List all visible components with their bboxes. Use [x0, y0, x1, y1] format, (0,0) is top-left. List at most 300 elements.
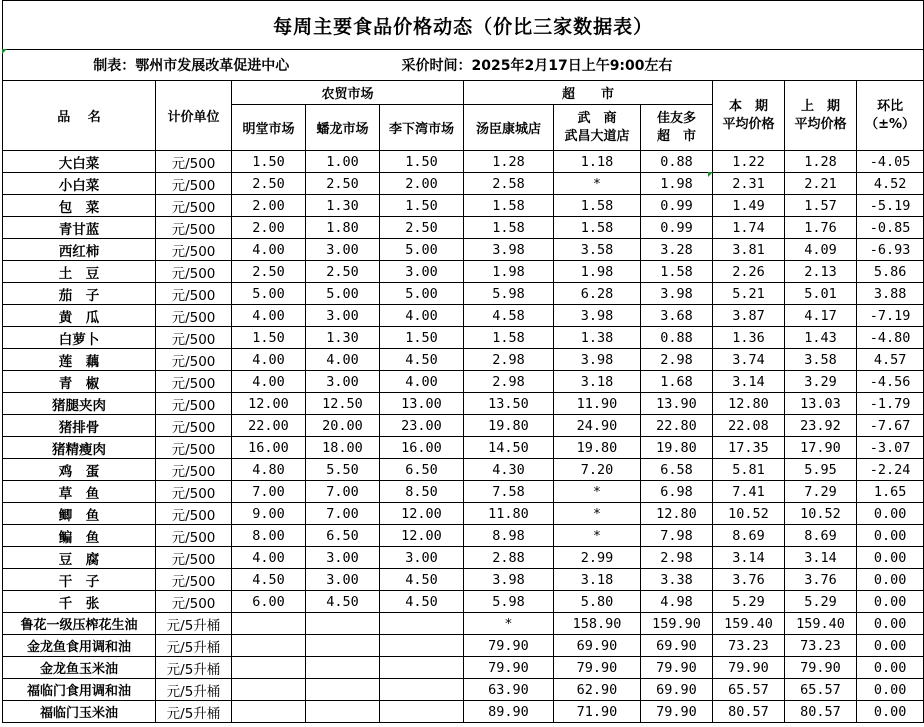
jiayouduo-price: 159.90 [641, 613, 713, 635]
jiayouduo-price: 79.90 [641, 657, 713, 679]
mingtang-price: 5.00 [232, 283, 306, 305]
previous-avg: 80.57 [785, 701, 857, 723]
table-row [3, 701, 924, 723]
change-pct: -4.80 [857, 327, 924, 349]
tangchen-price: 1.28 [464, 151, 554, 173]
panlong-price: 7.00 [306, 503, 380, 525]
lixiawan-price [380, 635, 464, 657]
tangchen-price: 5.98 [464, 283, 554, 305]
wushang-price: 3.98 [554, 305, 641, 327]
lixiawan-price: 2.50 [380, 217, 464, 239]
current-avg: 10.52 [713, 503, 785, 525]
mingtang-price: 2.50 [232, 173, 306, 195]
current-avg: 3.74 [713, 349, 785, 371]
lixiawan-price: 1.50 [380, 327, 464, 349]
jiayouduo-price: 3.68 [641, 305, 713, 327]
panlong-price: 1.30 [306, 195, 380, 217]
wushang-price: 1.98 [554, 261, 641, 283]
jiayouduo-price: 69.90 [641, 635, 713, 657]
lixiawan-price: 5.00 [380, 239, 464, 261]
previous-avg: 23.92 [785, 415, 857, 437]
product-name: 金龙鱼食用调和油 [3, 635, 156, 657]
mingtang-price: 1.50 [232, 151, 306, 173]
unit-cell: 元/500 [156, 151, 232, 173]
header-change: 环比 （±%） [857, 81, 924, 151]
previous-avg: 5.95 [785, 459, 857, 481]
panlong-price: 5.50 [306, 459, 380, 481]
lixiawan-price: 6.50 [380, 459, 464, 481]
change-pct: 4.52 [857, 173, 924, 195]
current-avg: 5.21 [713, 283, 785, 305]
product-name: 草 鱼 [3, 481, 156, 503]
header-wushang: 武 商 武昌大道店 [554, 105, 641, 151]
wushang-price: 69.90 [554, 635, 641, 657]
panlong-price: 18.00 [306, 437, 380, 459]
table-row [3, 437, 924, 459]
current-avg: 80.57 [713, 701, 785, 723]
lixiawan-price [380, 701, 464, 723]
maker-label: 制表：鄂州市发展改革促进中心 [3, 50, 380, 81]
jiayouduo-price: 0.88 [641, 327, 713, 349]
wushang-price: * [554, 173, 641, 195]
panlong-price [306, 679, 380, 701]
previous-avg: 4.17 [785, 305, 857, 327]
jiayouduo-price: 79.90 [641, 701, 713, 723]
change-pct: 0.00 [857, 591, 924, 613]
tangchen-price: 2.58 [464, 173, 554, 195]
panlong-price: 3.00 [306, 569, 380, 591]
previous-avg: 3.29 [785, 371, 857, 393]
lixiawan-price: 13.00 [380, 393, 464, 415]
previous-avg: 79.90 [785, 657, 857, 679]
panlong-price: 4.00 [306, 349, 380, 371]
jiayouduo-price: 3.38 [641, 569, 713, 591]
table-row [3, 349, 924, 371]
wushang-price: 3.18 [554, 371, 641, 393]
wushang-price: 1.58 [554, 195, 641, 217]
header-jiayouduo: 佳友多 超 市 [641, 105, 713, 151]
panlong-price: 1.30 [306, 327, 380, 349]
header-unit: 计价单位 [156, 81, 232, 151]
header-product: 品 名 [3, 81, 156, 151]
unit-cell: 元/500 [156, 349, 232, 371]
unit-cell: 元/5升桶 [156, 679, 232, 701]
lixiawan-price: 4.50 [380, 569, 464, 591]
wushang-price: 1.38 [554, 327, 641, 349]
mingtang-price: 2.50 [232, 261, 306, 283]
current-avg: 3.81 [713, 239, 785, 261]
page-title: 每周主要食品价格动态（价比三家数据表） [3, 1, 924, 50]
table-row [3, 459, 924, 481]
tangchen-price: 1.58 [464, 195, 554, 217]
previous-avg: 3.14 [785, 547, 857, 569]
mingtang-price: 8.00 [232, 525, 306, 547]
mingtang-price: 4.00 [232, 371, 306, 393]
table-row [3, 261, 924, 283]
previous-avg: 73.23 [785, 635, 857, 657]
previous-avg: 17.90 [785, 437, 857, 459]
table-row [3, 151, 924, 173]
tangchen-price: 19.80 [464, 415, 554, 437]
panlong-price [306, 701, 380, 723]
current-avg: 8.69 [713, 525, 785, 547]
note-marker-icon [2, 49, 7, 54]
tangchen-price: 79.90 [464, 657, 554, 679]
mingtang-price: 4.00 [232, 547, 306, 569]
mingtang-price [232, 679, 306, 701]
product-name: 小白菜 [3, 173, 156, 195]
table-row [3, 547, 924, 569]
unit-cell: 元/500 [156, 459, 232, 481]
unit-cell: 元/500 [156, 371, 232, 393]
table-row [3, 591, 924, 613]
mingtang-price: 4.80 [232, 459, 306, 481]
previous-avg: 1.43 [785, 327, 857, 349]
unit-cell: 元/500 [156, 547, 232, 569]
tangchen-price: * [464, 613, 554, 635]
unit-cell: 元/500 [156, 591, 232, 613]
mingtang-price [232, 657, 306, 679]
header-previous-avg: 上 期 平均价格 [785, 81, 857, 151]
change-pct: 0.00 [857, 613, 924, 635]
panlong-price: 20.00 [306, 415, 380, 437]
panlong-price: 5.00 [306, 283, 380, 305]
mingtang-price: 4.00 [232, 239, 306, 261]
panlong-price: 12.50 [306, 393, 380, 415]
lixiawan-price: 4.00 [380, 305, 464, 327]
previous-avg: 2.13 [785, 261, 857, 283]
lixiawan-price: 23.00 [380, 415, 464, 437]
tangchen-price: 1.98 [464, 261, 554, 283]
table-row [3, 613, 924, 635]
previous-avg: 1.76 [785, 217, 857, 239]
unit-cell: 元/500 [156, 305, 232, 327]
change-pct: 0.00 [857, 547, 924, 569]
lixiawan-price: 16.00 [380, 437, 464, 459]
wushang-price: 1.18 [554, 151, 641, 173]
lixiawan-price: 3.00 [380, 547, 464, 569]
change-pct: -3.07 [857, 437, 924, 459]
panlong-price: 2.50 [306, 261, 380, 283]
wushang-price: * [554, 525, 641, 547]
previous-avg: 8.69 [785, 525, 857, 547]
change-pct: 1.65 [857, 481, 924, 503]
unit-cell: 元/500 [156, 261, 232, 283]
panlong-price [306, 635, 380, 657]
mingtang-price: 16.00 [232, 437, 306, 459]
header-tangchen: 汤臣康城店 [464, 105, 554, 151]
change-pct: -5.19 [857, 195, 924, 217]
panlong-price [306, 613, 380, 635]
jiayouduo-price: 7.98 [641, 525, 713, 547]
product-name: 豆 腐 [3, 547, 156, 569]
previous-avg: 5.29 [785, 591, 857, 613]
current-avg: 2.26 [713, 261, 785, 283]
product-name: 青甘蓝 [3, 217, 156, 239]
current-avg: 5.29 [713, 591, 785, 613]
current-avg: 3.14 [713, 547, 785, 569]
current-avg: 3.87 [713, 305, 785, 327]
wushang-price: 24.90 [554, 415, 641, 437]
product-name: 鳊 鱼 [3, 525, 156, 547]
jiayouduo-price: 1.68 [641, 371, 713, 393]
wushang-price: * [554, 481, 641, 503]
previous-avg: 1.57 [785, 195, 857, 217]
lixiawan-price: 4.50 [380, 349, 464, 371]
change-pct: 0.00 [857, 525, 924, 547]
header-lixiawan: 李下湾市场 [380, 105, 464, 151]
jiayouduo-price: 4.98 [641, 591, 713, 613]
mingtang-price: 9.00 [232, 503, 306, 525]
current-avg: 3.76 [713, 569, 785, 591]
mingtang-price: 4.50 [232, 569, 306, 591]
tangchen-price: 11.80 [464, 503, 554, 525]
unit-cell: 元/500 [156, 437, 232, 459]
change-pct: 0.00 [857, 569, 924, 591]
wushang-price: 158.90 [554, 613, 641, 635]
table-row [3, 371, 924, 393]
table-row [3, 217, 924, 239]
mingtang-price: 4.00 [232, 305, 306, 327]
tangchen-price: 14.50 [464, 437, 554, 459]
current-avg: 2.31 [713, 173, 785, 195]
header-panlong: 蟠龙市场 [306, 105, 380, 151]
table-row [3, 635, 924, 657]
panlong-price: 1.00 [306, 151, 380, 173]
unit-cell: 元/500 [156, 217, 232, 239]
change-pct: 4.57 [857, 349, 924, 371]
previous-avg: 10.52 [785, 503, 857, 525]
product-name: 青 椒 [3, 371, 156, 393]
tangchen-price: 1.58 [464, 217, 554, 239]
product-name: 土 豆 [3, 261, 156, 283]
panlong-price: 6.50 [306, 525, 380, 547]
current-avg: 5.81 [713, 459, 785, 481]
jiayouduo-price: 12.80 [641, 503, 713, 525]
lixiawan-price: 1.50 [380, 151, 464, 173]
table-row [3, 195, 924, 217]
product-name: 金龙鱼玉米油 [3, 657, 156, 679]
wushang-price: 71.90 [554, 701, 641, 723]
change-pct: 5.86 [857, 261, 924, 283]
tangchen-price: 2.98 [464, 371, 554, 393]
previous-avg: 1.28 [785, 151, 857, 173]
header-mingtang: 明堂市场 [232, 105, 306, 151]
change-pct: -6.93 [857, 239, 924, 261]
lixiawan-price: 1.50 [380, 195, 464, 217]
mingtang-price [232, 701, 306, 723]
previous-avg: 65.57 [785, 679, 857, 701]
table-row [3, 415, 924, 437]
wushang-price: 19.80 [554, 437, 641, 459]
mingtang-price: 1.50 [232, 327, 306, 349]
lixiawan-price [380, 657, 464, 679]
tangchen-price: 63.90 [464, 679, 554, 701]
product-name: 鸡 蛋 [3, 459, 156, 481]
header-supermarket: 超 市 [464, 81, 713, 105]
previous-avg: 7.29 [785, 481, 857, 503]
unit-cell: 元/500 [156, 481, 232, 503]
panlong-price [306, 657, 380, 679]
product-name: 大白菜 [3, 151, 156, 173]
jiayouduo-price: 0.99 [641, 195, 713, 217]
tangchen-price: 13.50 [464, 393, 554, 415]
unit-cell: 元/500 [156, 525, 232, 547]
product-name: 鲁花一级压榨花生油 [3, 613, 156, 635]
previous-avg: 4.09 [785, 239, 857, 261]
table-row [3, 481, 924, 503]
mingtang-price: 2.00 [232, 217, 306, 239]
unit-cell: 元/5升桶 [156, 657, 232, 679]
jiayouduo-price: 1.58 [641, 261, 713, 283]
current-avg: 12.80 [713, 393, 785, 415]
table-row [3, 503, 924, 525]
header-current-avg: 本 期 平均价格 [713, 81, 785, 151]
mingtang-price: 22.00 [232, 415, 306, 437]
change-pct: 3.88 [857, 283, 924, 305]
mingtang-price: 7.00 [232, 481, 306, 503]
jiayouduo-price: 0.88 [641, 151, 713, 173]
wushang-price: * [554, 503, 641, 525]
current-avg: 1.74 [713, 217, 785, 239]
wushang-price: 3.98 [554, 349, 641, 371]
previous-avg: 3.58 [785, 349, 857, 371]
lixiawan-price: 2.00 [380, 173, 464, 195]
product-name: 干 子 [3, 569, 156, 591]
lixiawan-price: 8.50 [380, 481, 464, 503]
lixiawan-price: 4.50 [380, 591, 464, 613]
mingtang-price: 6.00 [232, 591, 306, 613]
jiayouduo-price: 6.98 [641, 481, 713, 503]
table-row [3, 393, 924, 415]
current-avg: 1.49 [713, 195, 785, 217]
panlong-price: 3.00 [306, 547, 380, 569]
wushang-price: 7.20 [554, 459, 641, 481]
product-name: 黄 瓜 [3, 305, 156, 327]
previous-avg: 13.03 [785, 393, 857, 415]
tangchen-price: 7.58 [464, 481, 554, 503]
wushang-price: 5.80 [554, 591, 641, 613]
unit-cell: 元/500 [156, 239, 232, 261]
product-name: 福临门食用调和油 [3, 679, 156, 701]
table-row [3, 569, 924, 591]
tangchen-price: 3.98 [464, 239, 554, 261]
table-row [3, 525, 924, 547]
jiayouduo-price: 2.98 [641, 349, 713, 371]
panlong-price: 1.80 [306, 217, 380, 239]
jiayouduo-price: 3.28 [641, 239, 713, 261]
unit-cell: 元/5升桶 [156, 613, 232, 635]
panlong-price: 7.00 [306, 481, 380, 503]
previous-avg: 3.76 [785, 569, 857, 591]
lixiawan-price [380, 613, 464, 635]
panlong-price: 3.00 [306, 239, 380, 261]
product-name: 鲫 鱼 [3, 503, 156, 525]
panlong-price: 4.50 [306, 591, 380, 613]
unit-cell: 元/5升桶 [156, 635, 232, 657]
wushang-price: 2.99 [554, 547, 641, 569]
table-row [3, 283, 924, 305]
jiayouduo-price: 6.58 [641, 459, 713, 481]
change-pct: -7.67 [857, 415, 924, 437]
product-name: 白萝卜 [3, 327, 156, 349]
wushang-price: 62.90 [554, 679, 641, 701]
unit-cell: 元/500 [156, 393, 232, 415]
tangchen-price: 2.98 [464, 349, 554, 371]
wushang-price: 3.18 [554, 569, 641, 591]
previous-avg: 5.01 [785, 283, 857, 305]
tangchen-price: 4.58 [464, 305, 554, 327]
jiayouduo-price: 0.99 [641, 217, 713, 239]
change-pct: 0.00 [857, 679, 924, 701]
change-pct: 0.00 [857, 503, 924, 525]
wushang-price: 11.90 [554, 393, 641, 415]
tangchen-price: 8.98 [464, 525, 554, 547]
mingtang-price [232, 613, 306, 635]
unit-cell: 元/5升桶 [156, 701, 232, 723]
panlong-price: 2.50 [306, 173, 380, 195]
price-table [2, 0, 924, 723]
panlong-price: 3.00 [306, 371, 380, 393]
product-name: 千 张 [3, 591, 156, 613]
change-pct: 0.00 [857, 635, 924, 657]
current-avg: 159.40 [713, 613, 785, 635]
panlong-price: 3.00 [306, 305, 380, 327]
table-row [3, 657, 924, 679]
lixiawan-price: 12.00 [380, 503, 464, 525]
change-pct: 0.00 [857, 657, 924, 679]
product-name: 西红柿 [3, 239, 156, 261]
note-marker-icon [708, 172, 713, 177]
jiayouduo-price: 19.80 [641, 437, 713, 459]
jiayouduo-price: 13.90 [641, 393, 713, 415]
previous-avg: 2.21 [785, 173, 857, 195]
jiayouduo-price: 69.90 [641, 679, 713, 701]
tangchen-price: 1.58 [464, 327, 554, 349]
change-pct: -2.24 [857, 459, 924, 481]
product-name: 茄 子 [3, 283, 156, 305]
current-avg: 17.35 [713, 437, 785, 459]
unit-cell: 元/500 [156, 569, 232, 591]
previous-avg: 159.40 [785, 613, 857, 635]
current-avg: 7.41 [713, 481, 785, 503]
table-row [3, 239, 924, 261]
current-avg: 3.14 [713, 371, 785, 393]
unit-cell: 元/500 [156, 503, 232, 525]
lixiawan-price: 4.00 [380, 371, 464, 393]
change-pct: -4.05 [857, 151, 924, 173]
unit-cell: 元/500 [156, 415, 232, 437]
lixiawan-price: 5.00 [380, 283, 464, 305]
jiayouduo-price: 22.80 [641, 415, 713, 437]
mingtang-price [232, 635, 306, 657]
product-name: 猪排骨 [3, 415, 156, 437]
tangchen-price: 3.98 [464, 569, 554, 591]
unit-cell: 元/500 [156, 173, 232, 195]
current-avg: 73.23 [713, 635, 785, 657]
current-avg: 79.90 [713, 657, 785, 679]
change-pct: 0.00 [857, 701, 924, 723]
jiayouduo-price: 3.98 [641, 283, 713, 305]
product-name: 猪精瘦肉 [3, 437, 156, 459]
jiayouduo-price: 1.98 [641, 173, 713, 195]
collect-time-label: 采价时间：2025年2月17日上午9:00左右 [380, 50, 924, 81]
table-row [3, 305, 924, 327]
tangchen-price: 89.90 [464, 701, 554, 723]
unit-cell: 元/500 [156, 283, 232, 305]
unit-cell: 元/500 [156, 327, 232, 349]
wushang-price: 3.58 [554, 239, 641, 261]
